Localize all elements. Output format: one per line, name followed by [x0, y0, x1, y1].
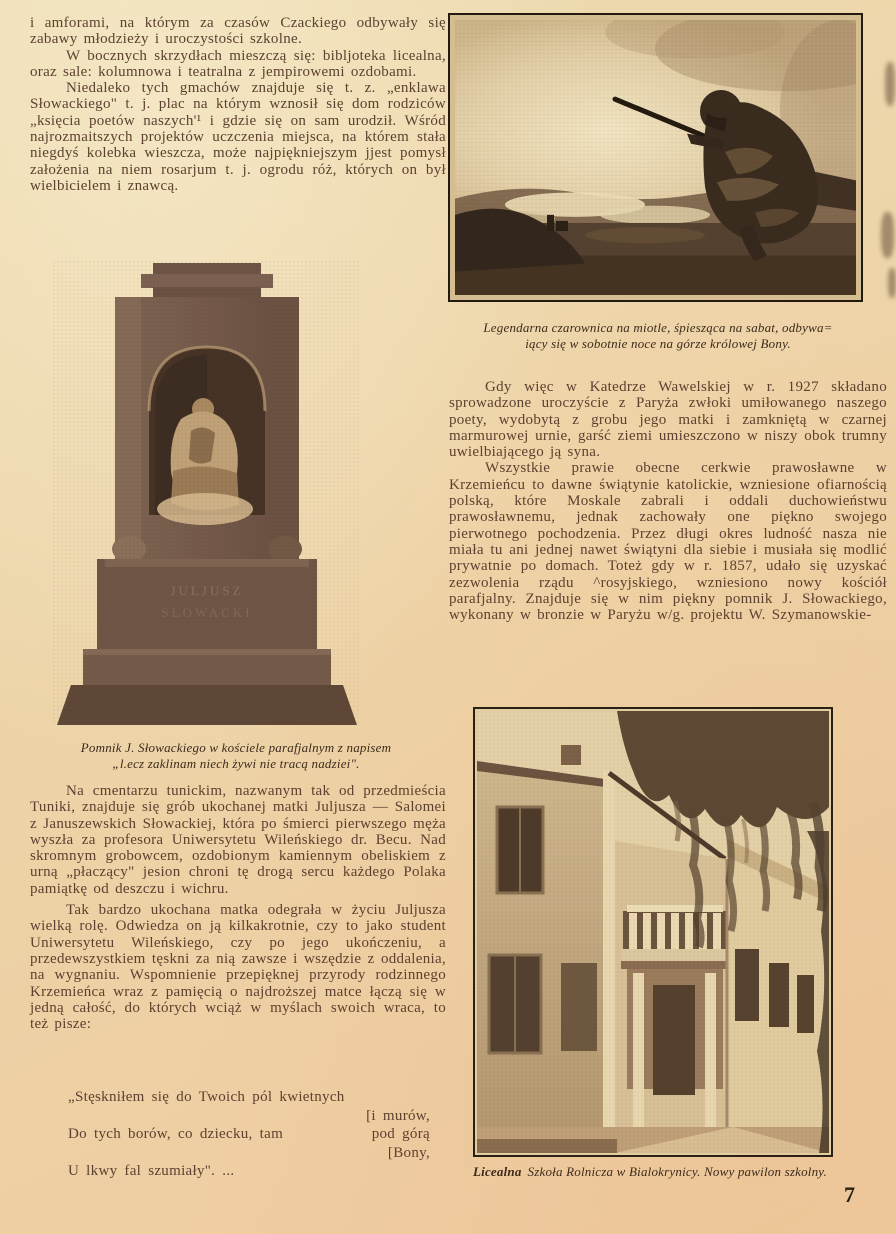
building-caption [473, 1164, 893, 1180]
poem-line-left: Do tych borów, co dziecku, tam [68, 1126, 284, 1143]
halftone-overlay [53, 261, 361, 725]
halftone-overlay [455, 20, 856, 295]
page-number: 7 [844, 1182, 856, 1207]
caption-line: „l.ecz zaklinam niech żywi nie tracą nadziei". [112, 755, 360, 771]
paragraph: Wszystkie prawie obecne cerkwie prawosławne w Krzemieńcu to dawne świątynie katolickie, wzniesione ofiarnością polską, które Moskale zabrali i oddali duchowieństwu prawosławnemu, jednak zachowały one piękno swojego pierwotnego pochodzenia. Przez długi okres ludność nasza nie miała tu ani jednej nawet świątyni dla siebie i musiała się modlić prywatnie po domach. Toteż gdy w r. 1857, udało się uzyskać zezwolenia rządu ^rosyjskiego, wzniesiono nowy kościół parafjalny. Znajduje się w nim piękny pomnik J. Słowackiego, wykonany w bronzie w Paryżu w/g. projektu W. Szymanowskie- [449, 460, 887, 624]
paragraph-block-left-bottom [30, 783, 446, 1032]
paragraph: Niedaleko tych gmachów znajduje się t. z. „enklawa Słowackiego" t. j. plac na którym wznosił się dom rodziców „księcia poetów naszych'¹ i gdzie się on sam urodził. Wśród najrozmaitszych projektów uczczenia miejsca, na którem stała niegdyś kolebka wieszcza, może najpiękniejszym jjest pomysł założenia na niem rosarjum t. j. ogrodu róż, których on był wielbicielem i znawcą. [30, 80, 446, 194]
poem-line: U lkwy fal szumiały". ... [68, 1163, 235, 1180]
caption-line: Legendarna czarownica na miotle, śpiesząca na sabat, odbywa= [483, 320, 833, 335]
scan-edge-smudge [885, 62, 895, 106]
poem-line-runover: [i murów, [366, 1107, 430, 1124]
figure-witch-painting [448, 13, 863, 302]
poem-line [68, 1125, 430, 1144]
building-photo-image [477, 711, 829, 1153]
monument-photo-image [53, 261, 361, 725]
caption-line: Pomnik J. Słowackiego w kościele parafjalnym z napisem [80, 740, 392, 755]
poem-line-right: pod górą [371, 1126, 430, 1143]
caption-line: iący się w sobotnie noce na górze królowej Bony. [525, 335, 791, 351]
paragraph-block-right-middle [449, 379, 887, 623]
witch-painting-image [455, 20, 856, 295]
caption-rest: Szkoła Rolnicza w Bialokrynicy. Nowy pawilon szkolny. [527, 1164, 828, 1179]
monument-inscription-line2: SŁOWACKI [161, 605, 253, 620]
scan-edge-smudge [881, 212, 894, 258]
scan-edge-smudge [888, 268, 896, 298]
poem-quote [68, 1088, 430, 1181]
witch-caption [452, 320, 864, 351]
poem-line-runover: [Bony, [387, 1144, 430, 1161]
halftone-overlay [477, 711, 829, 1153]
caption-lead-bold: Licealna [473, 1164, 522, 1179]
figure-school-building [473, 707, 833, 1157]
paragraph: Gdy więc w Katedrze Wawelskiej w r. 1927 składano sprowadzone uroczyście z Paryża zwłoki umiłowanego naszego poety, wydobytą z grobu jego matki i zamkniętą w czarnej marmurowej urnie, garść ziemi umieszczono w niszy obok trumny uwielbiającego ją syna. [449, 379, 887, 461]
monument-inscription-line1: JULJUSZ [170, 583, 244, 598]
paragraph: i amforami, na którym za czasów Czackiego odbywały się zabawy młodzieży i uroczystości szkolne. [30, 15, 446, 48]
paragraph: W bocznych skrzydłach mieszczą się: bibljoteka licealna, oraz sale: kolumnowa i teatralna z jempirowemi ozdobami. [30, 47, 446, 80]
poem-line: „Stęskniłem się do Twoich pól kwietnych [68, 1089, 345, 1105]
paragraph: Na cmentarzu tunickim, nazwanym tak od przedmieścia Tuniki, znajduje się grób ukochanej matki Juljusza — Salomei z Januszewskich Słowackiej, która po śmierci pierwszego męża wyszła za profesora Uniwersytetu Wileńskiego dr. Becu. Nad skromnym grobowcem, ozdobionym kamiennym obeliskiem z urną „płaczący" jesion chroni tę drogą sercu każdego Polaka pamiątkę od deszczu i wichru. [30, 783, 446, 897]
monument-caption [40, 740, 432, 771]
paragraph-block-left-top [30, 15, 446, 194]
figure-slowacki-monument [53, 261, 361, 725]
paragraph: Tak bardzo ukochana matka odegrała w życiu Juljusza wielką rolę. Odwiedza on ją kilkakrotnie, czy to jako student Uniwersytetu Wileńskiego, czy po jego ukończeniu, a przedewszystkiem tęskni za nią zawsze i wszędzie z oddalenia, na wygnaniu. Wspomnienie przepięknej przyrody rodzinnego Krzemieńca wraz z pamięcią o najdroższej matce łączą się w jedną całość, do których wciąż w myślach swoich wraca, to też pisze: [30, 902, 446, 1033]
